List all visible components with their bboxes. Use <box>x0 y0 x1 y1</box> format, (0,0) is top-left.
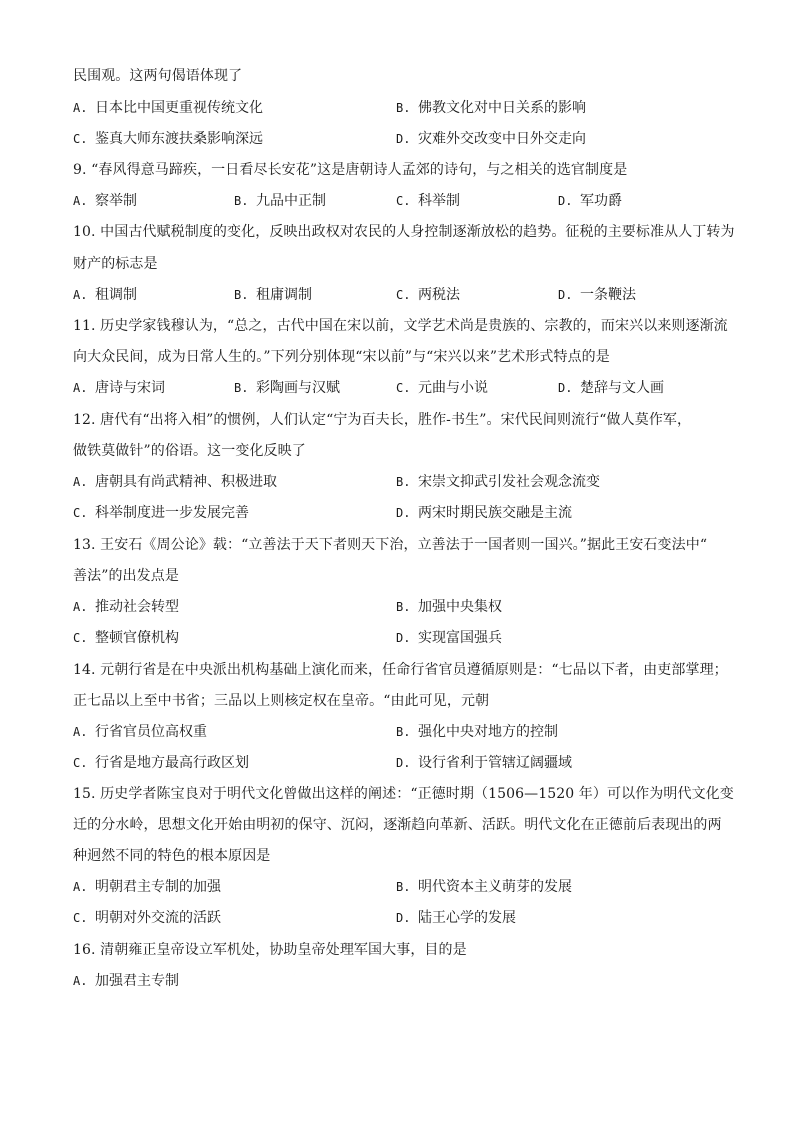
question-12-stem-cont: 做铁莫做针”的俗语。这一变化反映了 <box>73 443 306 459</box>
question-text: 民围观。这两句偈语体现了 <box>73 68 243 84</box>
question-11-stem-cont: 向大众民间，成为日常人生的。”下列分别体现“宋以前”与“宋兴以来”艺术形式特点的是 <box>73 349 610 365</box>
q15-option-a: A. 明朝君主专制的加强 <box>73 879 221 895</box>
question-14-stem-cont: 正七品以上至中书省；三品以上则核定权在皇帝。“由此可见，元朝 <box>73 693 490 709</box>
option-c: C. 鉴真大师东渡扶桑影响深远 <box>73 131 263 147</box>
q14-option-a: A. 行省官员位高权重 <box>73 724 207 740</box>
question-15-stem-cont: 迁的分水岭，思想文化开始由明初的保守、沉闷，逐渐趋向革新、活跃。明代文化在正德前后表现出的两 <box>73 817 722 833</box>
question-13-stem: 13. 王安石《周公论》载：“立善法于天下者则天下治，立善法于一国者则一国兴。”据此王安石变法中“ <box>73 537 708 553</box>
q11-option-c: C. 元曲与小说 <box>396 380 488 396</box>
question-16-stem: 16. 清朝雍正皇帝设立军机处，协助皇帝处理军国大事，目的是 <box>73 942 467 958</box>
q12-option-a: A. 唐朝具有尚武精神、积极进取 <box>73 474 277 490</box>
q14-option-c: C. 行省是地方最高行政区划 <box>73 755 249 771</box>
option-d: D. 灾难外交改变中日外交走向 <box>396 131 586 147</box>
question-13-stem-cont: 善法”的出发点是 <box>73 568 179 584</box>
q13-option-a: A. 推动社会转型 <box>73 599 179 615</box>
q11-option-d: D. 楚辞与文人画 <box>558 380 664 396</box>
q14-option-d: D. 设行省利于管辖辽阔疆域 <box>396 755 572 771</box>
q11-option-b: B. 彩陶画与汉赋 <box>234 380 340 396</box>
question-10-stem: 10. 中国古代赋税制度的变化，反映出政权对农民的人身控制逐渐放松的趋势。征税的主要标准从人丁转为 <box>73 224 735 240</box>
question-15-stem-cont2: 种迥然不同的特色的根本原因是 <box>73 848 271 864</box>
q12-option-c: C. 科举制度进一步发展完善 <box>73 505 249 521</box>
question-9-stem: 9. “春风得意马蹄疾，一日看尽长安花”这是唐朝诗人孟郊的诗句，与之相关的选官制度是 <box>73 162 628 178</box>
q13-option-c: C. 整顿官僚机构 <box>73 630 179 646</box>
q9-option-c: C. 科举制 <box>396 193 460 209</box>
q10-option-c: C. 两税法 <box>396 287 460 303</box>
option-a: A. 日本比中国更重视传统文化 <box>73 100 263 116</box>
question-12-stem: 12. 唐代有“出将入相”的惯例，人们认定“宁为百夫长，胜作-书生”。宋代民间则流行“做人莫作军， <box>73 412 692 428</box>
question-10-stem-cont: 财产的标志是 <box>73 256 158 272</box>
question-15-stem: 15. 历史学者陈宝良对于明代文化曾做出这样的阐述：“正德时期（1506—1520 年）可以作为明代文化变 <box>73 786 734 802</box>
q13-option-d: D. 实现富国强兵 <box>396 630 502 646</box>
q14-option-b: B. 强化中央对地方的控制 <box>396 724 558 740</box>
q12-option-d: D. 两宋时期民族交融是主流 <box>396 505 572 521</box>
q9-option-d: D. 军功爵 <box>558 193 622 209</box>
q12-option-b: B. 宋崇文抑武引发社会观念流变 <box>396 474 600 490</box>
option-b: B. 佛教文化对中日关系的影响 <box>396 100 586 116</box>
q15-option-b: B. 明代资本主义萌芽的发展 <box>396 879 572 895</box>
q10-option-b: B. 租庸调制 <box>234 287 312 303</box>
q10-option-a: A. 租调制 <box>73 287 137 303</box>
q10-option-d: D. 一条鞭法 <box>558 287 636 303</box>
q15-option-d: D. 陆王心学的发展 <box>396 910 516 926</box>
question-14-stem: 14. 元朝行省是在中央派出机构基础上演化而来，任命行省官员遵循原则是：“七品以下者，由吏部掌理； <box>73 662 728 678</box>
q9-option-b: B. 九品中正制 <box>234 193 326 209</box>
q11-option-a: A. 唐诗与宋词 <box>73 380 165 396</box>
q16-option-a: A. 加强君主专制 <box>73 973 179 989</box>
q13-option-b: B. 加强中央集权 <box>396 599 502 615</box>
q15-option-c: C. 明朝对外交流的活跃 <box>73 910 221 926</box>
question-11-stem: 11. 历史学家钱穆认为，“总之，古代中国在宋以前，文学艺术尚是贵族的、宗教的，而宋兴以来则逐渐流 <box>73 318 728 334</box>
q9-option-a: A. 察举制 <box>73 193 137 209</box>
